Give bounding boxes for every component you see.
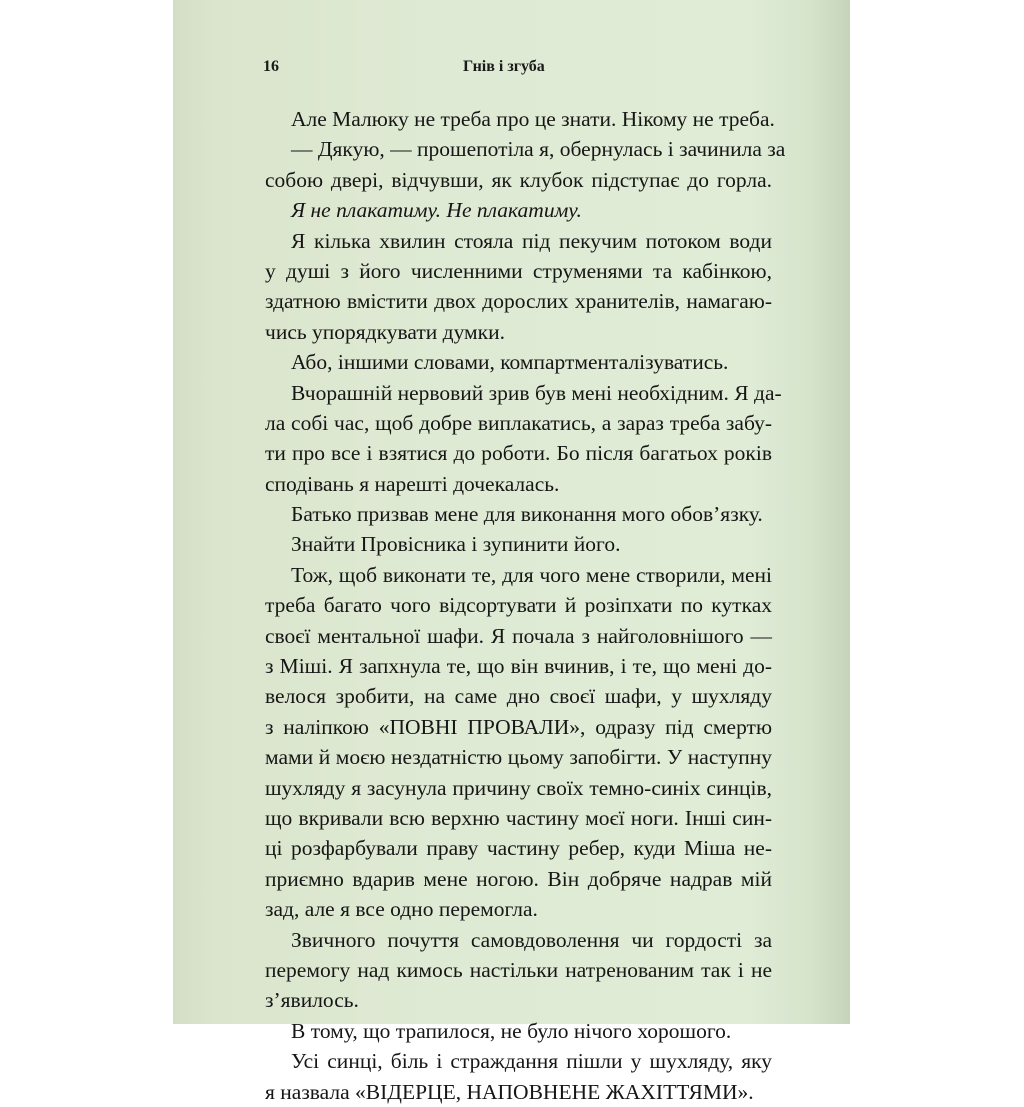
text-line: треба багато чого відсортувати й розіпхати по кутках	[265, 593, 772, 618]
text-line: сподівань я нарешті дочекалась.	[265, 471, 560, 496]
text-line: Звичного почуття самовдоволення чи гордості за	[291, 927, 772, 952]
text-line: що вкривали всю верхню частину моєї ноги. Інші син-	[265, 805, 772, 830]
text-line: своєї ментальної шафи. Я почала з найголовнішого —	[265, 623, 772, 648]
text-line: у душі з його численними струменями та кабінкою,	[265, 258, 772, 283]
body-text	[265, 104, 786, 1107]
text-line: Вчорашній нервовий зрив був мені необхідним. Я да-	[291, 380, 782, 405]
text-line: з наліпкою «ПОВНІ ПРОВАЛИ», одразу під смертю	[265, 714, 772, 739]
text-line: я назвала «ВІДЕРЦЕ, НАПОВНЕНЕ ЖАХІТТЯМИ».	[265, 1079, 754, 1104]
text-line: Тож, щоб виконати те, для чого мене створили, мені	[291, 562, 772, 587]
text-line: Або, іншими словами, компартменталізуватись.	[291, 350, 729, 375]
page-number: 16	[263, 58, 279, 75]
text-line: Я кілька хвилин стояла під пекучим потоком води	[291, 228, 772, 253]
text-line: Я не плакатиму. Не плакатиму.	[291, 198, 582, 223]
text-line: приємно вдарив мене ногою. Він добряче надрав мій	[265, 866, 772, 891]
text-line: Але Малюку не треба про це знати. Нікому не треба.	[291, 107, 775, 131]
text-line: зад, але я все одно перемогла.	[265, 897, 538, 922]
text-line: здатною вмістити двох дорослих хранителів, намагаю-	[265, 289, 772, 314]
text-line: велося зробити, на саме дно своєї шафи, у шухляду	[265, 684, 772, 709]
text-line: собою двері, відчувши, як клубок підступає до горла.	[265, 167, 772, 192]
text-line: В тому, що трапилося, не було нічого хорошого.	[291, 1018, 732, 1043]
page-header	[173, 58, 850, 82]
book-page	[173, 0, 850, 1104]
text-line: ці розфарбували праву частину ребер, куди Міша не-	[265, 836, 772, 861]
running-title: Гнів і згуба	[463, 58, 545, 75]
text-line: шухляду я засунула причину своїх темно-синіх синців,	[265, 775, 772, 800]
text-line: чись упорядкувати думки.	[265, 319, 505, 344]
text-line: Усі синці, біль і страждання пішли у шухляду, яку	[291, 1049, 772, 1074]
text-line: ла собі час, щоб добре виплакатись, а зараз треба забу-	[265, 410, 772, 435]
text-line: ти про все і взятися до роботи. Бо після багатьох років	[265, 441, 772, 466]
text-line: Знайти Провісника і зупинити його.	[291, 532, 621, 557]
text-line: з’явилось.	[265, 988, 359, 1013]
text-line: мами й моєю нездатністю цьому запобігти. У наступну	[265, 745, 772, 770]
text-line: Батько призвав мене для виконання мого обов’язку.	[291, 502, 763, 527]
text-line: з Міші. Я запхнула те, що він вчинив, і те, що мені до-	[265, 654, 772, 679]
text-line: перемогу над кимось настільки натренованим так і не	[265, 957, 772, 982]
text-line: — Дякую, — прошепотіла я, обернулась і зачинила за	[291, 137, 786, 162]
